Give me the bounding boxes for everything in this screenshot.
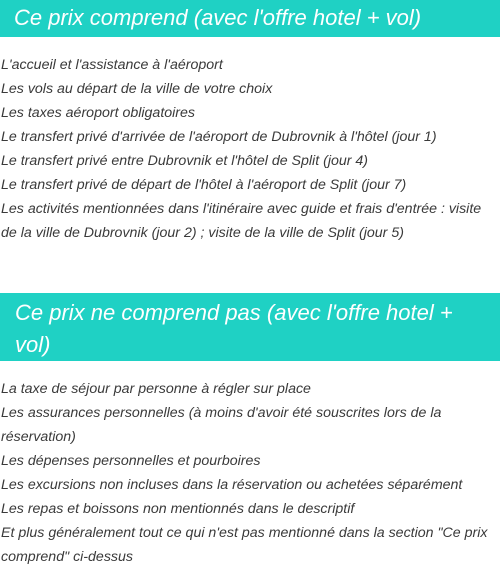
included-title: Ce prix comprend (avec l'offre hotel + vol)	[0, 0, 500, 37]
list-item: Les assurances personnelles (à moins d'avoir été souscrites lors de la réservation)	[1, 405, 442, 445]
list-item: Et plus généralement tout ce qui n'est pas mentionné dans la section "Ce prix comprend" ci-dessus	[1, 525, 488, 565]
list-item: Le transfert privé de départ de l'hôtel à l'aéroport de Split (jour 7)	[1, 177, 407, 193]
section-spacer	[0, 245, 500, 293]
list-item: L'accueil et l'assistance à l'aéroport	[1, 57, 223, 73]
list-item: Les dépenses personnelles et pourboires	[1, 453, 261, 469]
list-item: Les repas et boissons non mentionnés dans le descriptif	[1, 501, 355, 517]
list-item: Les activités mentionnées dans l'itinéraire avec guide et frais d'entrée : visite de la ville de Dubrovnik (jour 2) ; visite de la ville de Split (jour 5)	[1, 201, 482, 241]
list-item: Le transfert privé d'arrivée de l'aéroport de Dubrovnik à l'hôtel (jour 1)	[1, 129, 437, 145]
excluded-list	[0, 377, 500, 569]
included-section	[0, 0, 500, 245]
list-item: Le transfert privé entre Dubrovnik et l'hôtel de Split (jour 4)	[1, 153, 369, 169]
excluded-title: Ce prix ne comprend pas (avec l'offre hotel + vol)	[0, 293, 500, 361]
excluded-section	[0, 293, 500, 569]
included-list	[0, 53, 500, 245]
list-item: Les taxes aéroport obligatoires	[1, 105, 196, 121]
list-item: La taxe de séjour par personne à régler sur place	[1, 381, 311, 397]
list-item: Les vols au départ de la ville de votre choix	[1, 81, 273, 97]
list-item: Les excursions non incluses dans la réservation ou achetées séparément	[1, 477, 463, 493]
